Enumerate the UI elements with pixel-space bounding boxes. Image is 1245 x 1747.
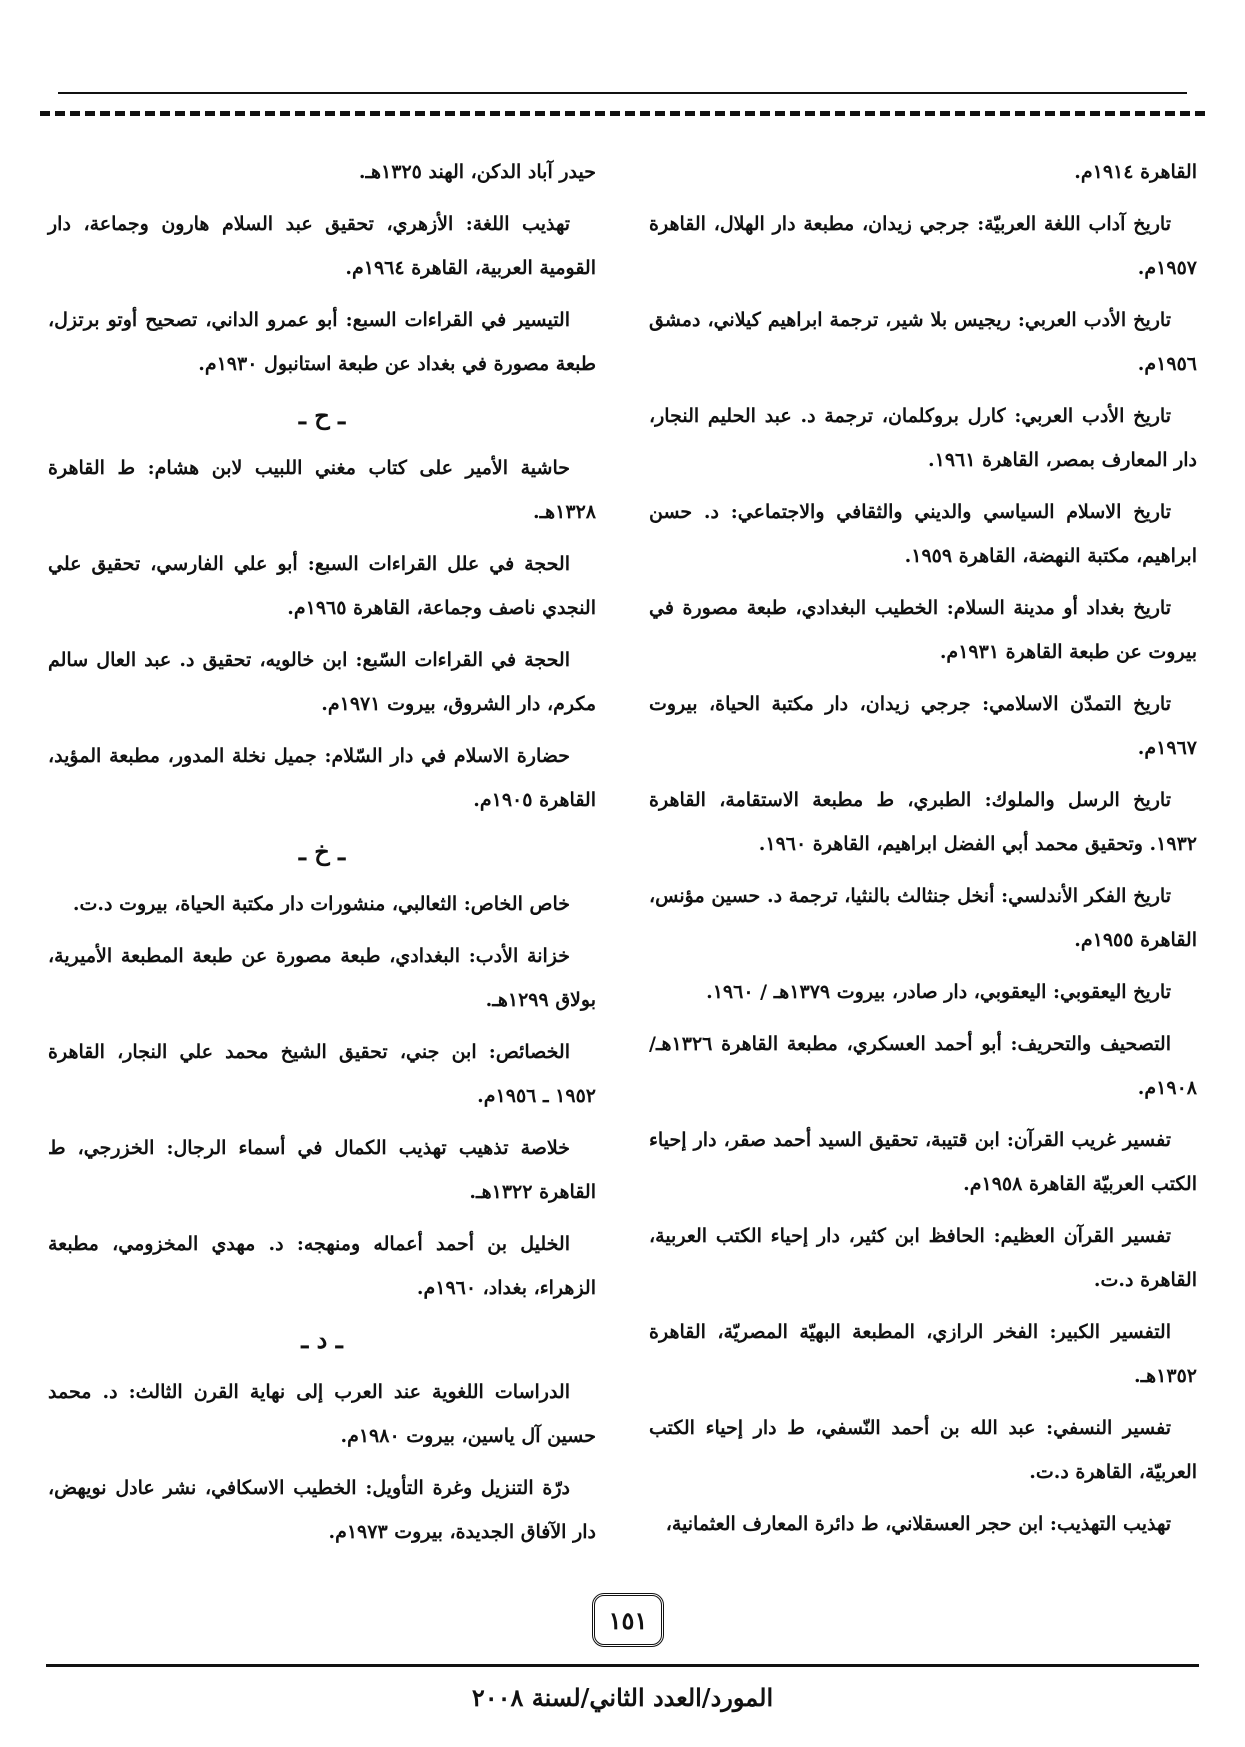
bibliography-entry: حيدر آباد الدكن، الهند ١٣٢٥هـ.: [358, 161, 596, 183]
page-number: [592, 1593, 664, 1647]
header-rule-dashed: [40, 111, 1205, 116]
bibliography-entry: حضارة الاسلام في دار السّلام: جميل نخلة المدور، مطبعة المؤيد، القاهرة ١٩٠٥م.: [48, 745, 596, 811]
bibliography-entry: تاريخ الأدب العربي: كارل بروكلمان، ترجمة د. عبد الحليم النجار، دار المعارف بمصر، القاهرة ١٩٦١.: [649, 405, 1197, 471]
text-columns: [48, 150, 1197, 1590]
bibliography-entry: حاشية الأمير على كتاب مغني اللبيب لابن هشام: ط القاهرة ١٣٢٨هـ.: [48, 457, 596, 523]
bibliography-entry: خزانة الأدب: البغدادي، طبعة مصورة عن طبعة المطبعة الأميرية، بولاق ١٢٩٩هـ.: [48, 945, 596, 1011]
left-column: [48, 150, 596, 1590]
bibliography-entry: خاص الخاص: الثعالبي، منشورات دار مكتبة الحياة، بيروت د.ت.: [72, 893, 570, 915]
bibliography-entry: الدراسات اللغوية عند العرب إلى نهاية القرن الثالث: د. محمد حسين آل ياسين، بيروت ١٩٨٠م.: [48, 1381, 596, 1447]
page-number-text: ١٥١: [608, 1605, 648, 1635]
bibliography-entry: تاريخ بغداد أو مدينة السلام: الخطيب البغدادي، طبعة مصورة في بيروت عن طبعة القاهرة ١٩٣١م.: [649, 597, 1197, 663]
bibliography-entry: تاريخ اليعقوبي: اليعقوبي، دار صادر، بيروت ١٣٧٩هـ / ١٩٦٠.: [706, 981, 1171, 1003]
bibliography-entry: القاهرة ١٩١٤م.: [1074, 161, 1197, 183]
bibliography-entry: الخصائص: ابن جني، تحقيق الشيخ محمد علي النجار، القاهرة ١٩٥٢ ـ ١٩٥٦م.: [48, 1041, 596, 1107]
letter-heading: ـ خ ـ: [298, 837, 346, 866]
bibliography-entry: تفسير القرآن العظيم: الحافظ ابن كثير، دار إحياء الكتب العربية، القاهرة د.ت.: [649, 1225, 1197, 1291]
bibliography-entry: تاريخ الاسلام السياسي والديني والثقافي والاجتماعي: د. حسن ابراهيم، مكتبة النهضة، القاهرة ١٩٥٩.: [649, 501, 1197, 567]
bibliography-entry: تهذيب التهذيب: ابن حجر العسقلاني، ط دائرة المعارف العثمانية،: [665, 1513, 1171, 1535]
bibliography-entry: الحجة في القراءات السّبع: ابن خالويه، تحقيق د. عبد العال سالم مكرم، دار الشروق، بيروت ١٩٧١م.: [48, 649, 596, 715]
journal-footer: المورد/العدد الثاني/لسنة ٢٠٠٨: [471, 1683, 774, 1712]
right-column: [649, 150, 1197, 1590]
bibliography-entry: التفسير الكبير: الفخر الرازي، المطبعة البهيّة المصريّة، القاهرة ١٣٥٢هـ.: [649, 1321, 1197, 1387]
bibliography-entry: التيسير في القراءات السبع: أبو عمرو الداني، تصحيح أوتو برتزل، طبعة مصورة في بغداد عن طبعة استانبول ١٩٣٠م.: [48, 309, 596, 375]
bibliography-entry: درّة التنزيل وغرة التأويل: الخطيب الاسكافي، نشر عادل نويهض، دار الآفاق الجديدة، بيروت ١٩٧٣م.: [48, 1477, 596, 1543]
bibliography-entry: تهذيب اللغة: الأزهري، تحقيق عبد السلام هارون وجماعة، دار القومية العربية، القاهرة ١٩٦٤م.: [48, 213, 596, 279]
bibliography-entry: التصحيف والتحريف: أبو أحمد العسكري، مطبعة القاهرة ١٣٢٦هـ/١٩٠٨م.: [649, 1033, 1197, 1099]
letter-heading: ـ ح ـ: [298, 401, 346, 430]
bibliography-entry: تاريخ الفكر الأندلسي: أنخل جنثالث بالنثيا، ترجمة د. حسين مؤنس، القاهرة ١٩٥٥م.: [649, 885, 1197, 951]
bibliography-entry: خلاصة تذهيب تهذيب الكمال في أسماء الرجال: الخزرجي، ط القاهرة ١٣٢٢هـ.: [48, 1137, 596, 1203]
footer-rule: [46, 1664, 1199, 1667]
bibliography-entry: تفسير النسفي: عبد الله بن أحمد النّسفي، ط دار إحياء الكتب العربيّة، القاهرة د.ت.: [649, 1417, 1197, 1483]
bibliography-entry: تاريخ آداب اللغة العربيّة: جرجي زيدان، مطبعة دار الهلال، القاهرة ١٩٥٧م.: [649, 213, 1197, 279]
bibliography-entry: الخليل بن أحمد أعماله ومنهجه: د. مهدي المخزومي، مطبعة الزهراء، بغداد، ١٩٦٠م.: [48, 1233, 596, 1299]
header-rule-thin: [58, 92, 1187, 94]
bibliography-entry: تاريخ التمدّن الاسلامي: جرجي زيدان، دار مكتبة الحياة، بيروت ١٩٦٧م.: [649, 693, 1197, 759]
bibliography-entry: تاريخ الأدب العربي: ريجيس بلا شير، ترجمة ابراهيم كيلاني، دمشق ١٩٥٦م.: [649, 309, 1197, 375]
bibliography-entry: تاريخ الرسل والملوك: الطبري، ط مطبعة الاستقامة، القاهرة ١٩٣٢. وتحقيق محمد أبي الفضل ابراهيم، القاهرة ١٩٦٠.: [649, 789, 1197, 855]
bibliography-entry: الحجة في علل القراءات السبع: أبو علي الفارسي، تحقيق علي النجدي ناصف وجماعة، القاهرة ١٩٦٥م.: [48, 553, 596, 619]
letter-heading: ـ د ـ: [301, 1325, 343, 1354]
bibliography-entry: تفسير غريب القرآن: ابن قتيبة، تحقيق السيد أحمد صقر، دار إحياء الكتب العربيّة القاهرة ١٩٥٨م.: [649, 1129, 1197, 1195]
